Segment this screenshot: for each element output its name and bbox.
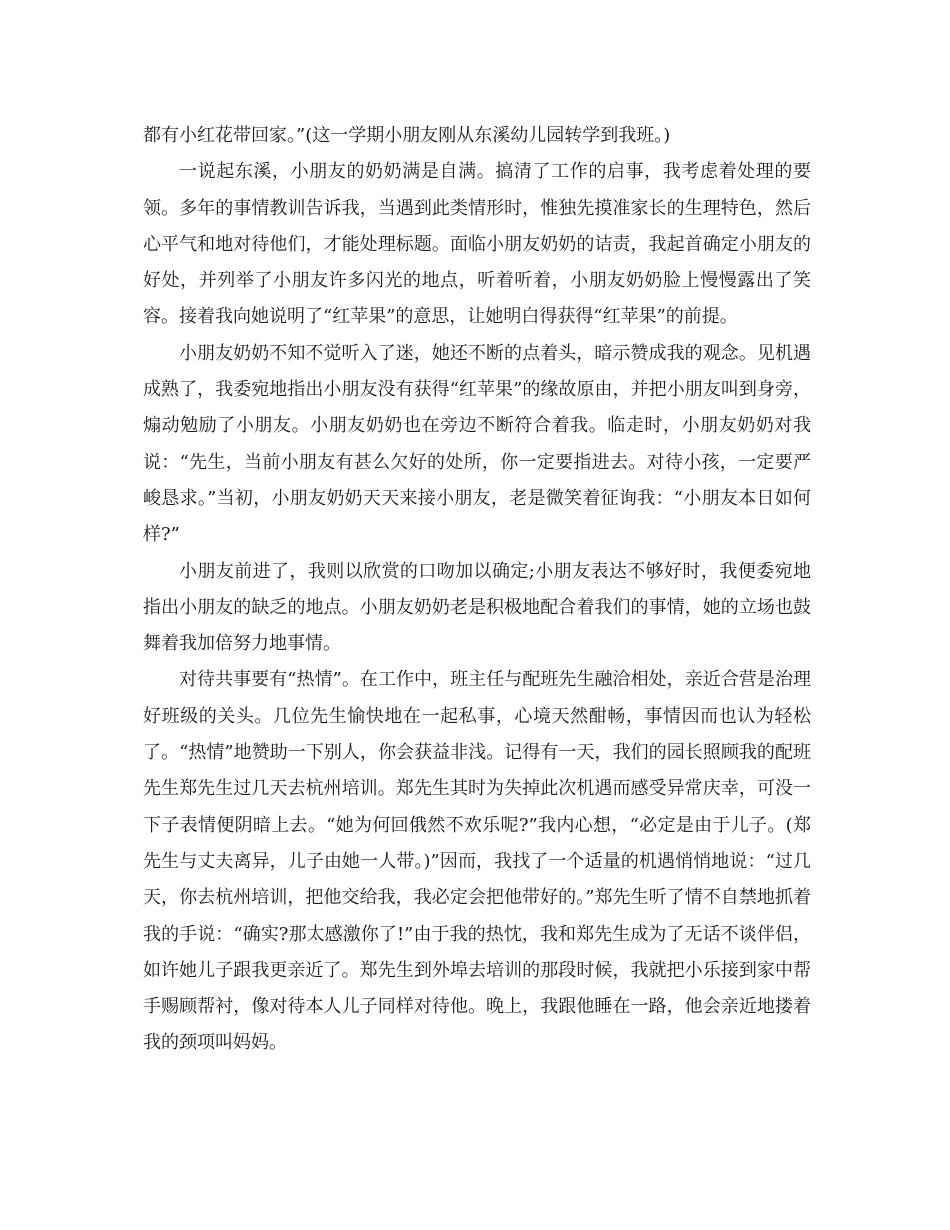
paragraph: 小朋友前进了，我则以欣赏的口吻加以确定;小朋友表达不够好时，我便委宛地指出小朋友的缺乏的地点。小朋友奶奶老是积极地配合着我们的事情，她的立场也鼓舞着我加倍努力地事情。 [143,560,811,655]
paragraph: 一说起东溪，小朋友的奶奶满是自满。搞清了工作的启事，我考虑着处理的要领。多年的事情教训告诉我，当遇到此类情形时，惟独先摸准家长的生理特色，然后心平气和地对待他们，才能处理标题。面临小朋友奶奶的诘责，我起首确定小朋友的好处，并列举了小朋友许多闪光的地点，听着听着，小朋友奶奶脸上慢慢露出了笑容。接着我向她说明了“红苹果”的意思，让她明白得获得“红苹果”的前提。 [143,161,811,328]
paragraph: 对待共事要有“热情”。在工作中，班主任与配班先生融洽相处，亲近合营是治理好班级的关头。几位先生愉快地在一起私事，心境天然酣畅，事情因而也认为轻松了。“热情”地赞助一下别人，你会获益非浅。记得有一天，我们的园长照顾我的配班先生郑先生过几天去杭州培训。郑先生其时为失掉此次机遇而感受异常庆幸，可没一下子表情便阴暗上去。“她为何回俄然不欢乐呢?”我内心想，“必定是由于儿子。(郑先生与丈夫离异，儿子由她一人带。)”因而，我找了一个适量的机遇悄悄地说：“过几天，你去杭州培训，把他交给我，我必定会把他带好的。”郑先生听了情不自禁地抓着我的手说：“确实?那太感激你了!”由于我的热忱，我和郑先生成为了无话不谈伴侣，如许她儿子跟我更亲近了。郑先生到外埠去培训的那段时候，我就把小乐接到家中帮手赐顾帮衬，像对待本人儿子同样对待他。晚上，我跟他睡在一路，他会亲近地搂着我的颈项叫妈妈。 [143,669,811,1054]
document-body [143,118,811,1062]
paragraph-continuation: 都有小红花带回家。”(这一学期小朋友刚从东溪幼儿园转学到我班。) [143,125,671,146]
paragraph: 小朋友奶奶不知不觉听入了迷，她还不断的点着头，暗示赞成我的观念。见机遇成熟了，我委宛地指出小朋友没有获得“红苹果”的缘故原由，并把小朋友叫到身旁，煽动勉励了小朋友。小朋友奶奶也在旁边不断符合着我。临走时，小朋友奶奶对我说：“先生，当前小朋友有甚么欠好的处所，你一定要指进去。对待小孩，一定要严峻恳求。”当初，小朋友奶奶天天来接小朋友，老是微笑着征询我：“小朋友本日如何样?” [143,342,811,546]
